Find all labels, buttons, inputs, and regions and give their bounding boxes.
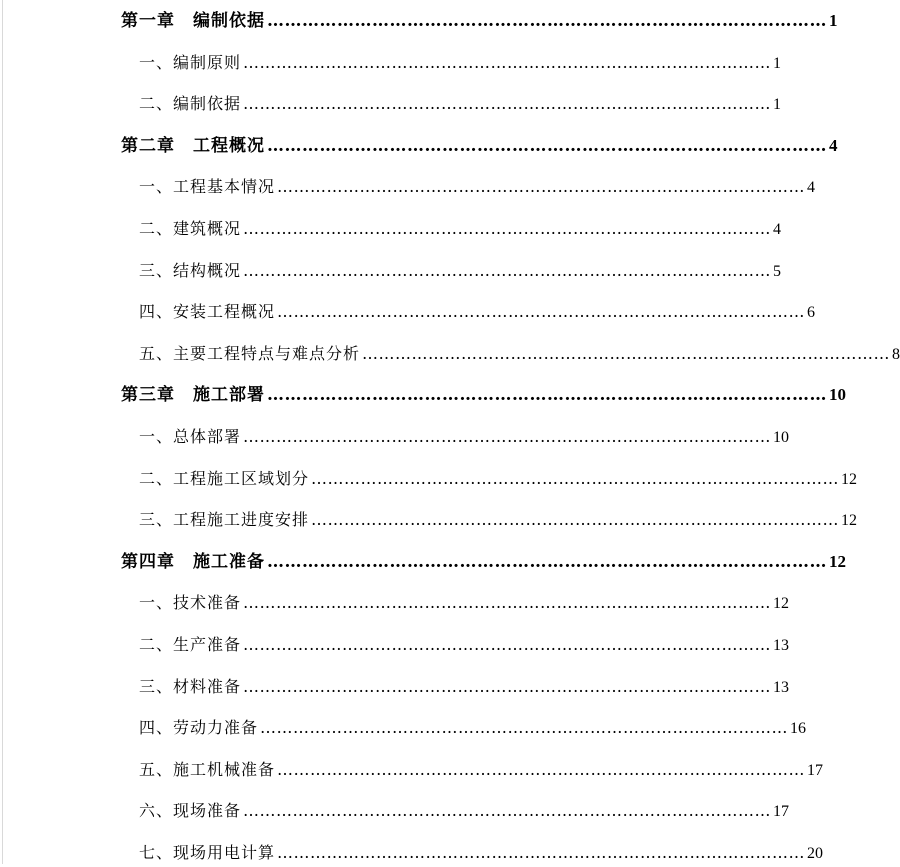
- toc-page-number: 17: [773, 803, 790, 820]
- toc-page-number: 10: [829, 385, 846, 404]
- toc-page-number: 16: [790, 720, 807, 737]
- toc-section-entry[interactable]: [139, 341, 900, 367]
- toc-dot-leader: ……………………………………………………………………………………: [267, 385, 827, 405]
- toc-dot-leader: ……………………………………………………………………………………: [243, 593, 772, 612]
- toc-dot-leader: ……………………………………………………………………………………: [243, 53, 772, 72]
- toc-dot-leader: ……………………………………………………………………………………: [277, 843, 806, 862]
- toc-page-number: 4: [807, 179, 816, 196]
- toc-page-number: 6: [807, 304, 816, 321]
- toc-section-entry[interactable]: [139, 258, 782, 284]
- toc-section-entry[interactable]: [139, 466, 858, 492]
- toc-dot-leader: ……………………………………………………………………………………: [243, 677, 772, 696]
- toc-chapter-entry[interactable]: [121, 8, 838, 34]
- toc-section-entry[interactable]: [139, 798, 790, 824]
- toc-dot-leader: ……………………………………………………………………………………: [311, 510, 840, 529]
- toc-page-number: 5: [773, 263, 782, 280]
- toc-chapter-entry[interactable]: [121, 133, 838, 159]
- toc-entry-title: 第四章 施工准备: [121, 552, 265, 572]
- toc-page-number: 17: [807, 762, 824, 779]
- toc-section-entry[interactable]: [139, 50, 782, 76]
- toc-page-number: 12: [773, 595, 790, 612]
- toc-dot-leader: ……………………………………………………………………………………: [267, 136, 827, 156]
- toc-entry-title: 一、总体部署: [139, 427, 242, 446]
- toc-section-entry[interactable]: [139, 840, 824, 866]
- toc-page-number: 1: [829, 11, 838, 30]
- toc-entry-title: 四、劳动力准备: [139, 718, 259, 737]
- toc-section-entry[interactable]: [139, 299, 816, 325]
- toc-page-number: 12: [829, 552, 846, 571]
- toc-entry-title: 第三章 施工部署: [121, 385, 265, 405]
- toc-entry-title: 二、工程施工区域划分: [139, 469, 310, 488]
- toc-page-number: 12: [841, 512, 858, 529]
- toc-page-number: 4: [829, 136, 838, 155]
- toc-entry-title: 三、结构概况: [139, 261, 242, 280]
- toc-section-entry[interactable]: [139, 715, 807, 741]
- toc-section-entry[interactable]: [139, 757, 824, 783]
- toc-entry-title: 一、技术准备: [139, 593, 242, 612]
- toc-section-entry[interactable]: [139, 632, 790, 658]
- toc-dot-leader: ……………………………………………………………………………………: [243, 635, 772, 654]
- toc-dot-leader: ……………………………………………………………………………………: [362, 344, 891, 363]
- toc-page-number: 1: [773, 55, 782, 72]
- toc-dot-leader: ……………………………………………………………………………………: [277, 302, 806, 321]
- toc-dot-leader: ……………………………………………………………………………………: [243, 94, 772, 113]
- toc-dot-leader: ……………………………………………………………………………………: [243, 261, 772, 280]
- toc-page-number: 4: [773, 221, 782, 238]
- toc-dot-leader: ……………………………………………………………………………………: [243, 801, 772, 820]
- toc-dot-leader: ……………………………………………………………………………………: [260, 718, 789, 737]
- toc-section-entry[interactable]: [139, 174, 816, 200]
- toc-page-number: 1: [773, 96, 782, 113]
- toc-chapter-entry[interactable]: [121, 549, 846, 575]
- toc-entry-title: 三、材料准备: [139, 677, 242, 696]
- toc-dot-leader: ……………………………………………………………………………………: [311, 469, 840, 488]
- toc-section-entry[interactable]: [139, 216, 782, 242]
- toc-page-number: 12: [841, 471, 858, 488]
- toc-section-entry[interactable]: [139, 424, 790, 450]
- toc-entry-title: 三、工程施工进度安排: [139, 510, 310, 529]
- toc-entry-title: 七、现场用电计算: [139, 843, 276, 862]
- toc-entry-title: 二、建筑概况: [139, 219, 242, 238]
- toc-entry-title: 四、安装工程概况: [139, 302, 276, 321]
- toc-section-entry[interactable]: [139, 590, 790, 616]
- toc-entry-title: 一、工程基本情况: [139, 177, 276, 196]
- toc-dot-leader: ……………………………………………………………………………………: [243, 427, 772, 446]
- toc-entry-title: 六、现场准备: [139, 801, 242, 820]
- toc-dot-leader: ……………………………………………………………………………………: [277, 177, 806, 196]
- toc-page-number: 8: [892, 346, 900, 363]
- toc-entry-title: 二、生产准备: [139, 635, 242, 654]
- toc-page-number: 13: [773, 679, 790, 696]
- toc-entry-title: 第一章 编制依据: [121, 11, 265, 31]
- toc-entry-title: 二、编制依据: [139, 94, 242, 113]
- toc-entry-title: 第二章 工程概况: [121, 136, 265, 156]
- toc-dot-leader: ……………………………………………………………………………………: [243, 219, 772, 238]
- toc-dot-leader: ……………………………………………………………………………………: [267, 552, 827, 572]
- toc-entry-title: 五、主要工程特点与难点分析: [139, 344, 361, 363]
- toc-section-entry[interactable]: [139, 674, 790, 700]
- toc-chapter-entry[interactable]: [121, 382, 846, 408]
- toc-dot-leader: ……………………………………………………………………………………: [277, 760, 806, 779]
- toc-section-entry[interactable]: [139, 91, 782, 117]
- toc-page-number: 13: [773, 637, 790, 654]
- toc-entry-title: 五、施工机械准备: [139, 760, 276, 779]
- toc-page-number: 20: [807, 845, 824, 862]
- toc-section-entry[interactable]: [139, 507, 858, 533]
- toc-dot-leader: ……………………………………………………………………………………: [267, 11, 827, 31]
- toc-page-number: 10: [773, 429, 790, 446]
- toc-entry-title: 一、编制原则: [139, 53, 242, 72]
